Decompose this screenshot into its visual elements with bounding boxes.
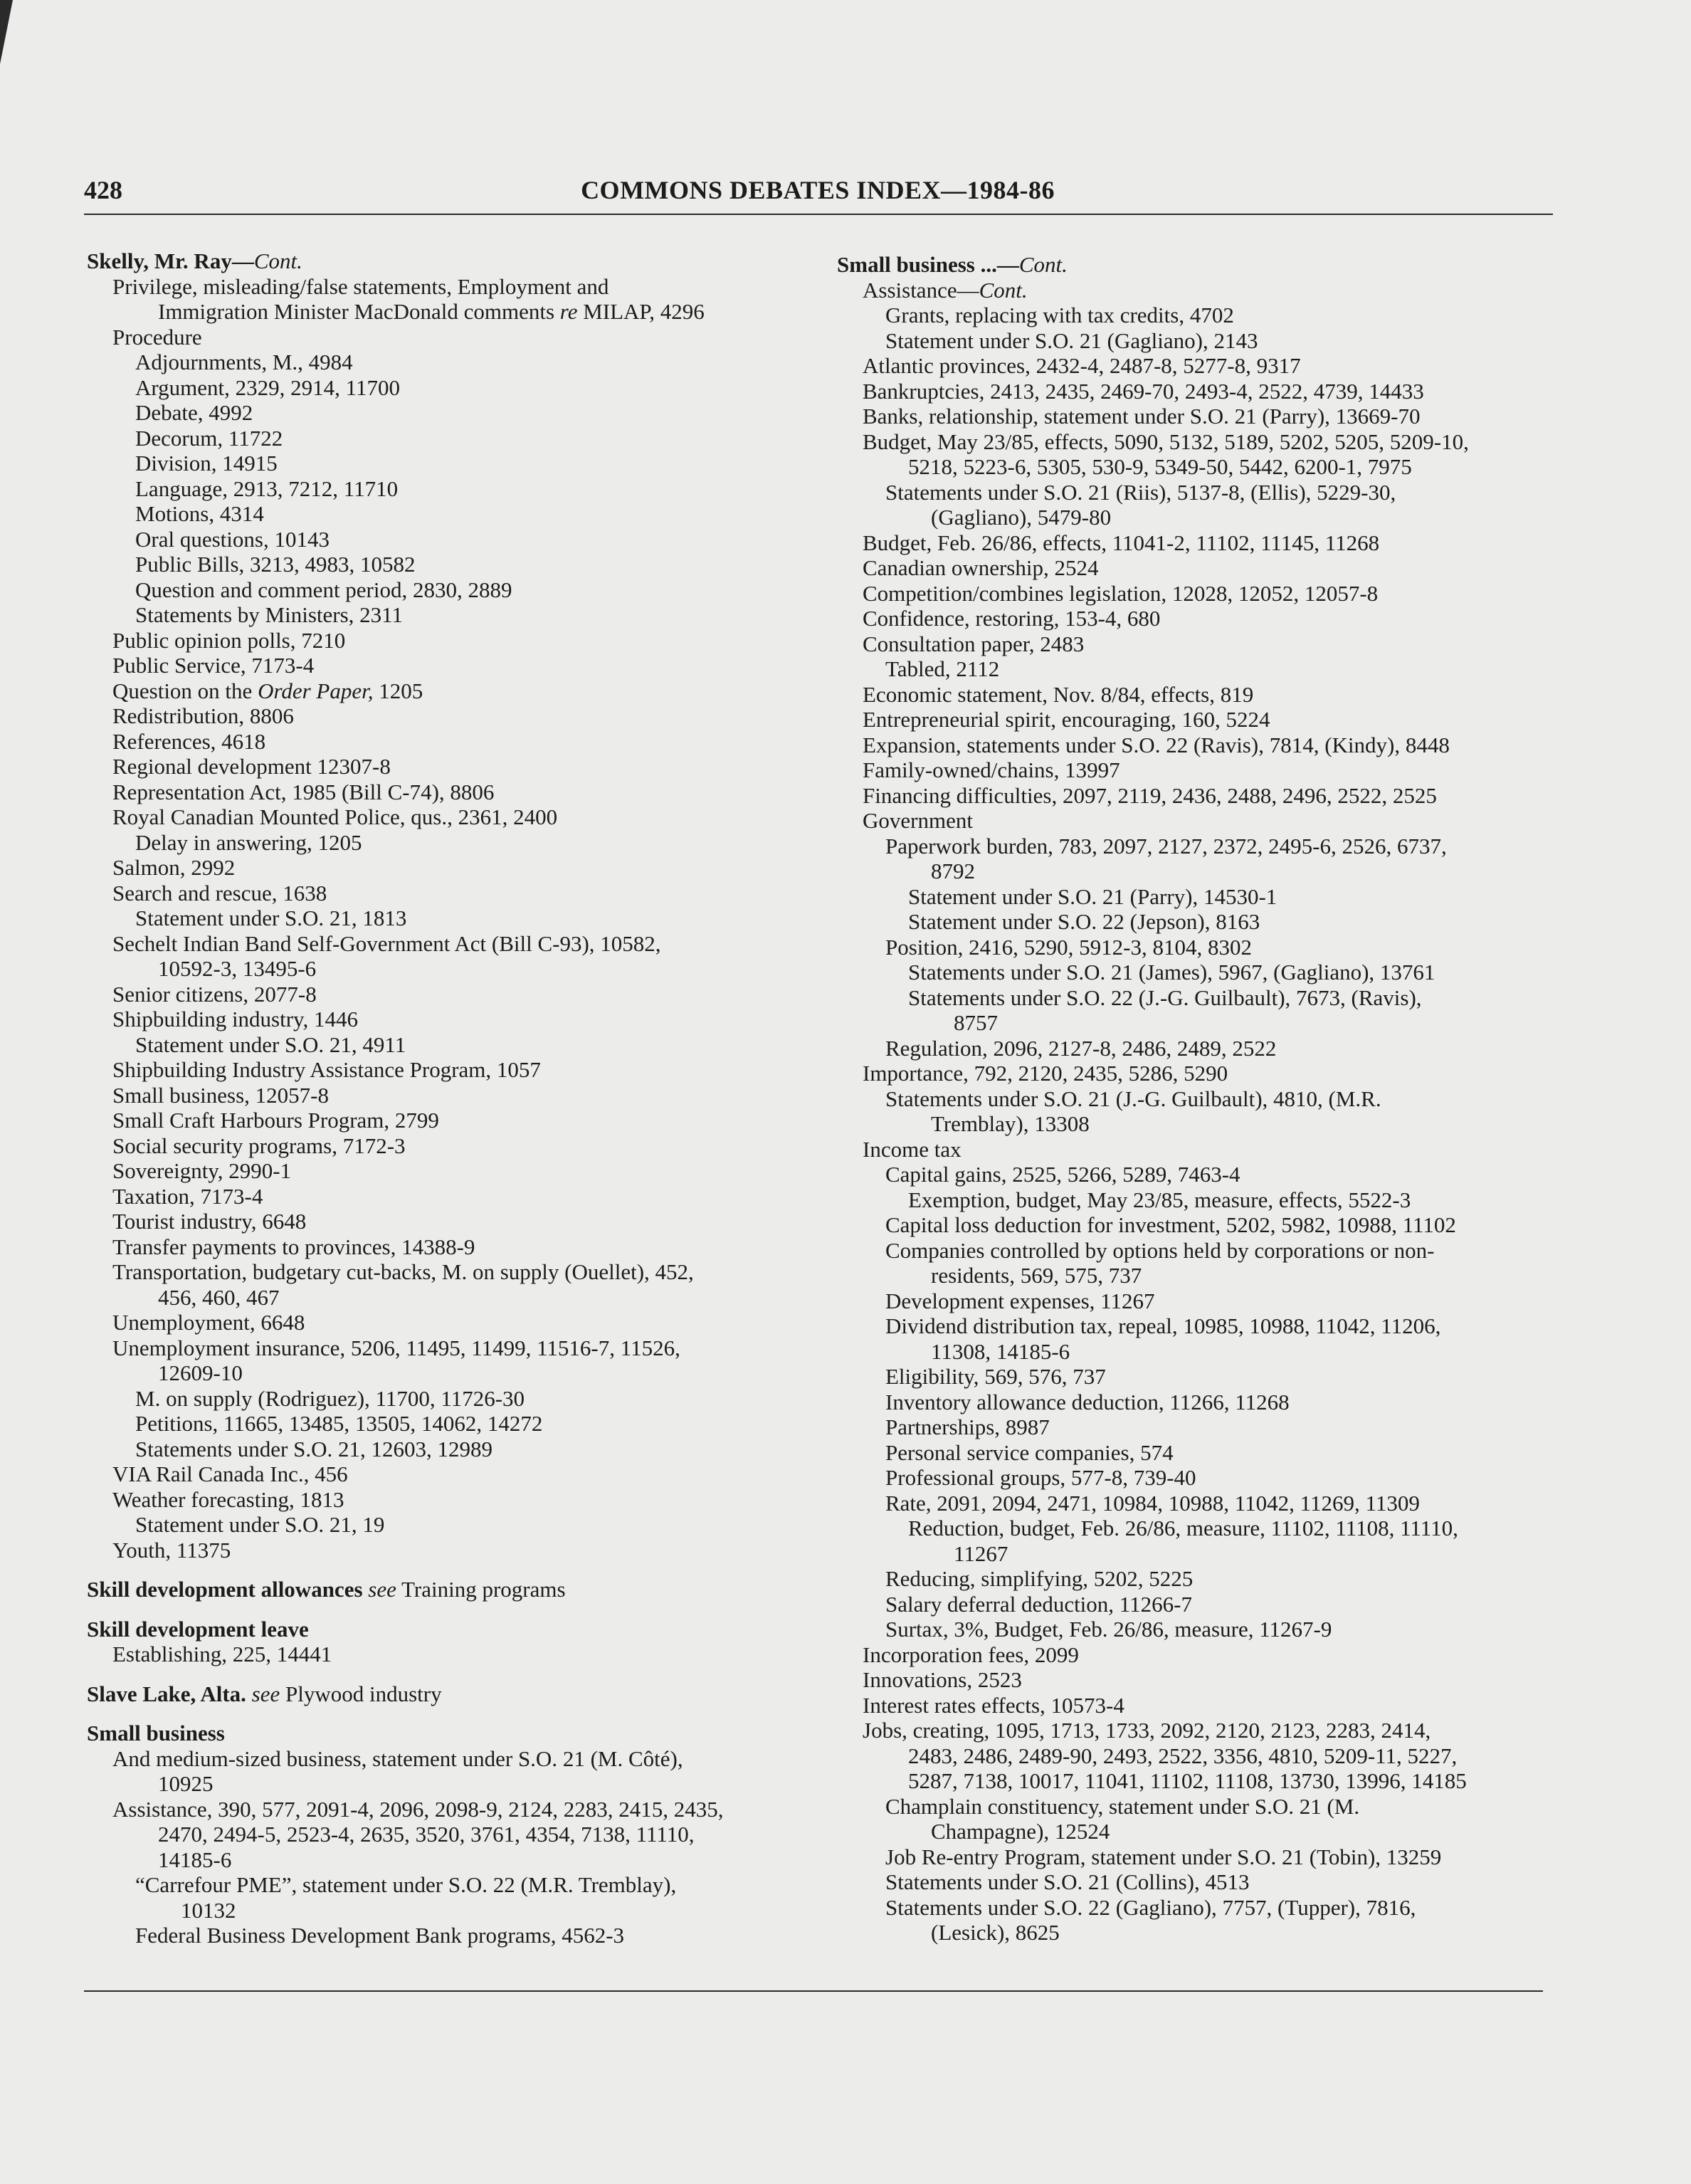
- entry-text: Rate, 2091, 2094, 2471, 10984, 10988, 11042, 11269, 11309: [885, 1490, 1420, 1516]
- entry-italic: Cont.: [979, 277, 1028, 303]
- entry-text: Delay in answering, 1205: [135, 829, 362, 855]
- entry-text: Privilege, misleading/false statements, Employment and: [112, 273, 609, 299]
- entry-text: Family-owned/chains, 13997: [863, 757, 1120, 782]
- index-entry: [834, 1212, 1553, 1238]
- index-entry: [84, 628, 796, 653]
- entry-text: Tabled, 2112: [885, 656, 1000, 681]
- entry-text: Royal Canadian Mounted Police, qus., 2361, 2400: [112, 804, 558, 829]
- entry-text: Federal Business Development Bank programs, 4562-3: [135, 1923, 625, 1948]
- entry-text: Development expenses, 11267: [885, 1288, 1155, 1313]
- entry-text: Skill development allowances: [87, 1577, 363, 1602]
- entry-text: Reducing, simplifying, 5202, 5225: [885, 1566, 1194, 1591]
- entry-italic: see: [251, 1681, 280, 1706]
- entry-tail: Plywood industry: [280, 1681, 442, 1706]
- index-entry: [84, 905, 796, 931]
- index-entry: [84, 501, 796, 527]
- index-entry: [834, 1869, 1553, 1895]
- index-entry: [834, 834, 1553, 859]
- entry-text: 11267: [954, 1540, 1008, 1566]
- entry-text: Redistribution, 8806: [112, 703, 294, 728]
- index-entry: [84, 602, 796, 628]
- index-entry: [834, 480, 1553, 505]
- entry-text: Motions, 4314: [135, 501, 264, 526]
- entry-text: And medium-sized business, statement under S.O. 21 (M. Côté),: [112, 1745, 683, 1771]
- entry-text: Tremblay), 13308: [931, 1111, 1090, 1136]
- entry-text: Regional development 12307-8: [112, 754, 391, 779]
- index-entry: [834, 606, 1553, 631]
- entry-text: M. on supply (Rodriguez), 11700, 11726-30: [135, 1385, 525, 1411]
- entry-text: Small business, 12057-8: [112, 1082, 329, 1108]
- index-entry: [84, 1184, 796, 1209]
- entry-text: Decorum, 11722: [135, 425, 283, 451]
- entry-text: Search and rescue, 1638: [112, 880, 327, 905]
- index-entry: [834, 1920, 1553, 1946]
- index-entry: [834, 1541, 1553, 1567]
- entry-text: Partnerships, 8987: [885, 1414, 1050, 1439]
- index-heading: [834, 252, 1553, 278]
- index-entry: [834, 1642, 1553, 1668]
- index-heading: [84, 248, 796, 274]
- entry-text: Immigration Minister MacDonald comments: [158, 299, 560, 324]
- index-entry: [84, 830, 796, 856]
- entry-text: Companies controlled by options held by corporations or non-: [885, 1237, 1435, 1263]
- entry-text: (Lesick), 8625: [931, 1920, 1060, 1945]
- entry-text: Interest rates effects, 10573-4: [863, 1692, 1124, 1718]
- index-entry: [84, 1360, 796, 1386]
- index-entry: [834, 1566, 1553, 1592]
- index-entry: [834, 1010, 1553, 1036]
- index-entry: [834, 1895, 1553, 1921]
- entry-text: (Gagliano), 5479-80: [931, 505, 1112, 530]
- entry-italic: Cont.: [1018, 252, 1068, 277]
- entry-text: Statements by Ministers, 2311: [135, 602, 403, 627]
- index-entry: [834, 505, 1553, 530]
- index-heading: [84, 1577, 796, 1602]
- index-entry: [84, 1259, 796, 1285]
- entry-text: Assistance, 390, 577, 2091-4, 2096, 2098-9, 2124, 2283, 2415, 2435,: [112, 1796, 724, 1822]
- index-entry: [834, 1768, 1553, 1794]
- index-entry: [834, 1162, 1553, 1187]
- index-entry: [834, 1111, 1553, 1137]
- index-heading: [84, 1617, 796, 1642]
- index-entry: [84, 678, 796, 704]
- index-heading: [84, 1681, 796, 1707]
- entry-text: Question on the: [112, 678, 258, 703]
- index-entry: [834, 1592, 1553, 1617]
- index-entry: [84, 1437, 796, 1462]
- entry-text: Atlantic provinces, 2432-4, 2487-8, 5277-8, 9317: [863, 353, 1301, 378]
- index-entry: [834, 884, 1553, 910]
- entry-text: Statements under S.O. 21 (Riis), 5137-8, (Ellis), 5229-30,: [885, 479, 1396, 505]
- index-entry: [84, 1158, 796, 1184]
- entry-gap: [84, 1667, 796, 1681]
- index-entry: [84, 1310, 796, 1335]
- entry-text: 8757: [954, 1010, 998, 1035]
- index-entry: [834, 353, 1553, 379]
- index-entry: [84, 1285, 796, 1311]
- index-entry: [84, 931, 796, 957]
- index-entry: [834, 1440, 1553, 1466]
- index-entry: [84, 1209, 796, 1234]
- index-entry: [84, 1083, 796, 1108]
- index-entry: [84, 350, 796, 375]
- index-entry: [84, 1057, 796, 1083]
- entry-text: Petitions, 11665, 13485, 13505, 14062, 14272: [135, 1411, 543, 1436]
- entry-text: Public Service, 7173-4: [112, 653, 315, 678]
- entry-tail: MILAP, 4296: [577, 299, 705, 324]
- index-entry: [834, 859, 1553, 884]
- entry-tail: 1205: [373, 678, 423, 703]
- entry-text: Unemployment, 6648: [112, 1310, 305, 1335]
- index-column-left: [84, 248, 796, 1948]
- entry-text: Job Re-entry Program, statement under S.O. 21 (Tobin), 13259: [885, 1844, 1442, 1869]
- entry-text: 10592-3, 13495-6: [158, 956, 317, 981]
- entry-text: Capital gains, 2525, 5266, 5289, 7463-4: [885, 1162, 1240, 1187]
- index-entry: [84, 881, 796, 906]
- index-entry: [834, 1491, 1553, 1516]
- index-entry: [834, 1339, 1553, 1365]
- index-entry: [834, 1086, 1553, 1112]
- entry-text: Small Craft Harbours Program, 2799: [112, 1108, 439, 1133]
- index-entry: [834, 1288, 1553, 1314]
- index-entry: [84, 729, 796, 755]
- entry-text: Question and comment period, 2830, 2889: [135, 577, 512, 602]
- entry-text: Jobs, creating, 1095, 1713, 1733, 2092, 2120, 2123, 2283, 2414,: [863, 1718, 1431, 1743]
- entry-gap: [84, 1563, 796, 1577]
- entry-text: Procedure: [112, 324, 202, 350]
- entry-text: Skill development leave: [87, 1616, 309, 1642]
- index-entry: [84, 1771, 796, 1797]
- entry-text: Statement under S.O. 21, 4911: [135, 1031, 406, 1057]
- entry-text: References, 4618: [112, 728, 266, 754]
- entry-text: Shipbuilding industry, 1446: [112, 1007, 359, 1031]
- index-entry: [834, 1390, 1553, 1415]
- running-title: COMMONS DEBATES INDEX—1984-86: [581, 176, 1055, 204]
- index-entry: [84, 956, 796, 982]
- entry-text: Shipbuilding Industry Assistance Program, 1057: [112, 1057, 541, 1082]
- entry-text: Dividend distribution tax, repeal, 10985, 10988, 11042, 11206,: [885, 1313, 1441, 1338]
- index-entry: [84, 1898, 796, 1923]
- index-entry: [84, 400, 796, 426]
- entry-text: Skelly, Mr. Ray—: [87, 248, 254, 273]
- entry-text: Representation Act, 1985 (Bill C-74), 8806: [112, 779, 495, 804]
- index-entry: [84, 653, 796, 678]
- index-entry: [834, 1617, 1553, 1642]
- entry-text: Sovereignty, 2990-1: [112, 1158, 292, 1183]
- index-entry: [834, 631, 1553, 657]
- entry-text: VIA Rail Canada Inc., 456: [112, 1461, 348, 1486]
- entry-text: Position, 2416, 5290, 5912-3, 8104, 8302: [885, 934, 1252, 960]
- index-entry: [834, 935, 1553, 960]
- entry-tail: Training programs: [396, 1577, 566, 1602]
- index-entry: [834, 707, 1553, 733]
- entry-text: 5287, 7138, 10017, 11041, 11102, 11108, 13730, 13996, 14185: [908, 1768, 1467, 1793]
- entry-text: Assistance—: [863, 277, 979, 303]
- index-entry: [834, 783, 1553, 809]
- entry-text: Consultation paper, 2483: [863, 631, 1085, 656]
- entry-text: Statement under S.O. 22 (Jepson), 8163: [908, 909, 1260, 934]
- index-entry: [84, 1335, 796, 1361]
- index-entry: [84, 1487, 796, 1513]
- entry-text: Importance, 792, 2120, 2435, 5286, 5290: [863, 1061, 1228, 1086]
- entry-text: Statements under S.O. 22 (J.-G. Guilbault), 7673, (Ravis),: [908, 985, 1422, 1010]
- entry-text: Competition/combines legislation, 12028, 12052, 12057-8: [863, 580, 1379, 606]
- entry-text: Capital loss deduction for investment, 5202, 5982, 10988, 11102: [885, 1212, 1456, 1237]
- index-entry: [84, 982, 796, 1007]
- entry-gap: [84, 1706, 796, 1721]
- entry-text: Champagne), 12524: [931, 1819, 1110, 1844]
- entry-text: Economic statement, Nov. 8/84, effects, 819: [863, 681, 1254, 707]
- index-entry: [84, 1538, 796, 1563]
- index-entry: [84, 375, 796, 401]
- index-entry: [84, 1234, 796, 1260]
- entry-text: Professional groups, 577-8, 739-40: [885, 1465, 1196, 1490]
- entry-text: Financing difficulties, 2097, 2119, 2436, 2488, 2496, 2522, 2525: [863, 782, 1437, 808]
- entry-text: Personal service companies, 574: [885, 1439, 1174, 1465]
- index-entry: [84, 754, 796, 779]
- entry-text: Statement under S.O. 21 (Gagliano), 2143: [885, 327, 1258, 353]
- entry-text: Bankruptcies, 2413, 2435, 2469-70, 2493-4, 2522, 4739, 14433: [863, 378, 1424, 404]
- index-entry: [834, 1061, 1553, 1086]
- index-heading: [84, 1721, 796, 1746]
- index-entry: [84, 1007, 796, 1032]
- scan-edge-mark: [0, 0, 13, 64]
- entry-text: Champlain constituency, statement under S.O. 21 (M.: [885, 1793, 1360, 1819]
- index-entry: [84, 703, 796, 729]
- entry-text: Transfer payments to provinces, 14388-9: [112, 1234, 475, 1259]
- entry-text: Budget, Feb. 26/86, effects, 11041-2, 11102, 11145, 11268: [863, 530, 1380, 555]
- entry-text: Slave Lake, Alta.: [87, 1681, 246, 1706]
- entry-text: Statements under S.O. 21 (Collins), 4513: [885, 1869, 1250, 1894]
- index-entry: [834, 1036, 1553, 1061]
- index-entry: [84, 274, 796, 300]
- index-entry: [834, 1743, 1553, 1769]
- index-entry: [834, 733, 1553, 758]
- index-entry: [84, 1032, 796, 1058]
- index-entry: [834, 1794, 1553, 1820]
- index-entry: [834, 1516, 1553, 1541]
- entry-text: Establishing, 225, 14441: [112, 1642, 332, 1666]
- index-entry: [834, 1465, 1553, 1491]
- entry-text: Small business ...—: [837, 252, 1019, 277]
- index-entry: [84, 1108, 796, 1133]
- entry-text: Surtax, 3%, Budget, Feb. 26/86, measure, 11267-9: [885, 1617, 1332, 1642]
- index-entry: [84, 1642, 796, 1667]
- entry-text: Inventory allowance deduction, 11266, 11268: [885, 1389, 1290, 1414]
- index-entry: [834, 757, 1553, 783]
- entry-text: Unemployment insurance, 5206, 11495, 11499, 11516-7, 11526,: [112, 1335, 680, 1360]
- index-entry: [84, 476, 796, 502]
- entry-text: Regulation, 2096, 2127-8, 2486, 2489, 2522: [885, 1035, 1277, 1061]
- entry-text: 10132: [181, 1897, 236, 1923]
- index-entry: [84, 1386, 796, 1412]
- index-entry: [84, 804, 796, 830]
- index-entry: [84, 527, 796, 552]
- index-entry: [834, 454, 1553, 480]
- index-entry: [834, 656, 1553, 682]
- entry-text: Statement under S.O. 21, 19: [135, 1512, 385, 1537]
- index-entry: [84, 1746, 796, 1772]
- index-entry: [834, 429, 1553, 455]
- entry-gap: [84, 1602, 796, 1617]
- index-entry: [834, 1693, 1553, 1718]
- entry-text: Division, 14915: [135, 451, 278, 476]
- index-entry: [834, 1718, 1553, 1743]
- index-entry: [84, 1847, 796, 1873]
- entry-text: Exemption, budget, May 23/85, measure, effects, 5522-3: [908, 1187, 1411, 1212]
- index-entry: [834, 1263, 1553, 1288]
- entry-text: Youth, 11375: [112, 1537, 231, 1563]
- index-entry: [834, 1137, 1553, 1162]
- entry-italic: re: [559, 299, 578, 324]
- index-entry: [834, 960, 1553, 985]
- entry-text: Social security programs, 7172-3: [112, 1133, 406, 1158]
- entry-text: Adjournments, M., 4984: [135, 350, 353, 374]
- entry-italic: Cont.: [253, 248, 302, 273]
- entry-text: Budget, May 23/85, effects, 5090, 5132, 5189, 5202, 5205, 5209-10,: [863, 429, 1469, 454]
- entry-text: 5218, 5223-6, 5305, 530-9, 5349-50, 5442, 6200-1, 7975: [908, 454, 1412, 479]
- index-entry: [84, 1133, 796, 1159]
- entry-text: Transportation, budgetary cut-backs, M. on supply (Ouellet), 452,: [112, 1259, 694, 1284]
- entry-text: Confidence, restoring, 153-4, 680: [863, 606, 1161, 631]
- index-entry: [834, 555, 1553, 581]
- index-entry: [834, 1364, 1553, 1390]
- index-entry: [84, 1822, 796, 1847]
- index-entry: [84, 577, 796, 603]
- entry-text: Oral questions, 10143: [135, 526, 330, 552]
- index-entry: [834, 985, 1553, 1011]
- entry-text: Senior citizens, 2077-8: [112, 981, 317, 1007]
- header-rule: [84, 214, 1553, 215]
- entry-text: 2483, 2486, 2489-90, 2493, 2522, 3356, 4810, 5209-11, 5227,: [908, 1743, 1458, 1768]
- page-header: [84, 175, 1552, 209]
- entry-text: Public Bills, 3213, 4983, 10582: [135, 552, 416, 577]
- index-entry: [84, 779, 796, 805]
- index-entry: [834, 303, 1553, 328]
- entry-text: Government: [863, 808, 973, 833]
- entry-text: Taxation, 7173-4: [112, 1183, 263, 1209]
- entry-italic: see: [368, 1577, 396, 1602]
- index-entry: [84, 299, 796, 325]
- index-entry: [834, 379, 1553, 404]
- index-entry: [84, 1512, 796, 1538]
- entry-text: Public opinion polls, 7210: [112, 627, 346, 653]
- entry-text: Salmon, 2992: [112, 855, 236, 880]
- entry-text: 14185-6: [158, 1847, 232, 1872]
- entry-text: Banks, relationship, statement under S.O. 21 (Parry), 13669-70: [863, 404, 1421, 429]
- index-entry: [834, 404, 1553, 429]
- entry-italic: Order Paper,: [258, 678, 374, 703]
- index-entry: [84, 552, 796, 577]
- entry-text: Eligibility, 569, 576, 737: [885, 1364, 1106, 1389]
- entry-text: 11308, 14185-6: [931, 1338, 1070, 1364]
- entry-text: Language, 2913, 7212, 11710: [135, 476, 399, 501]
- index-entry: [84, 1797, 796, 1822]
- entry-text: Income tax: [863, 1136, 962, 1162]
- entry-text: Statement under S.O. 21 (Parry), 14530-1: [908, 883, 1278, 909]
- entry-text: 456, 460, 467: [158, 1284, 280, 1310]
- index-entry: [834, 1844, 1553, 1870]
- entry-text: Canadian ownership, 2524: [863, 555, 1099, 580]
- index-entry: [84, 451, 796, 476]
- index-entry: [834, 530, 1553, 556]
- index-entry: [834, 278, 1553, 303]
- index-entry: [834, 581, 1553, 607]
- entry-text: Statements under S.O. 21, 12603, 12989: [135, 1436, 492, 1461]
- entry-text: Statements under S.O. 21 (James), 5967, (Gagliano), 13761: [908, 960, 1435, 985]
- index-column-right: [834, 252, 1553, 1946]
- entry-text: Statement under S.O. 21, 1813: [135, 905, 407, 930]
- index-entry: [834, 1414, 1553, 1440]
- index-entry: [834, 328, 1553, 354]
- index-entry: [84, 1872, 796, 1898]
- index-entry: [84, 1923, 796, 1948]
- index-entry: [84, 426, 796, 451]
- entry-text: Expansion, statements under S.O. 22 (Ravis), 7814, (Kindy), 8448: [863, 732, 1450, 757]
- index-entry: [84, 1461, 796, 1487]
- entry-text: residents, 569, 575, 737: [931, 1263, 1142, 1288]
- index-entry: [834, 1313, 1553, 1339]
- entry-text: 2470, 2494-5, 2523-4, 2635, 3520, 3761, 4354, 7138, 11110,: [158, 1822, 695, 1847]
- index-entry: [84, 325, 796, 350]
- index-entry: [834, 682, 1553, 708]
- entry-text: “Carrefour PME”, statement under S.O. 22 (M.R. Tremblay),: [135, 1872, 677, 1897]
- index-entry: [834, 909, 1553, 935]
- entry-text: Statements under S.O. 22 (Gagliano), 7757, (Tupper), 7816,: [885, 1894, 1416, 1920]
- entry-text: Salary deferral deduction, 11266-7: [885, 1591, 1192, 1617]
- entry-text: Sechelt Indian Band Self-Government Act (Bill C-93), 10582,: [112, 930, 661, 956]
- entry-text: 8792: [931, 859, 975, 883]
- entry-text: Grants, replacing with tax credits, 4702: [885, 303, 1234, 327]
- entry-text: Small business: [87, 1721, 225, 1745]
- index-entry: [834, 1819, 1553, 1844]
- entry-text: Entrepreneurial spirit, encouraging, 160, 5224: [863, 707, 1270, 732]
- index-entry: [834, 1667, 1553, 1693]
- entry-text: Reduction, budget, Feb. 26/86, measure, 11102, 11108, 11110,: [908, 1516, 1458, 1540]
- index-entry: [834, 1187, 1553, 1213]
- page-number: 428: [84, 176, 122, 204]
- entry-text: Weather forecasting, 1813: [112, 1486, 344, 1512]
- index-entry: [84, 855, 796, 881]
- entry-text: Tourist industry, 6648: [112, 1209, 307, 1234]
- entry-text: Statements under S.O. 21 (J.-G. Guilbault), 4810, (M.R.: [885, 1086, 1381, 1111]
- index-entry: [834, 808, 1553, 834]
- footer-rule: [84, 1990, 1543, 1992]
- entry-text: Debate, 4992: [135, 400, 253, 425]
- entry-text: Incorporation fees, 2099: [863, 1642, 1079, 1667]
- entry-text: 12609-10: [158, 1360, 243, 1385]
- entry-text: 10925: [158, 1771, 214, 1796]
- entry-text: Paperwork burden, 783, 2097, 2127, 2372, 2495-6, 2526, 6737,: [885, 833, 1447, 859]
- index-entry: [834, 1238, 1553, 1264]
- index-entry: [84, 1411, 796, 1437]
- entry-text: Innovations, 2523: [863, 1667, 1022, 1692]
- entry-text: Argument, 2329, 2914, 11700: [135, 374, 400, 400]
